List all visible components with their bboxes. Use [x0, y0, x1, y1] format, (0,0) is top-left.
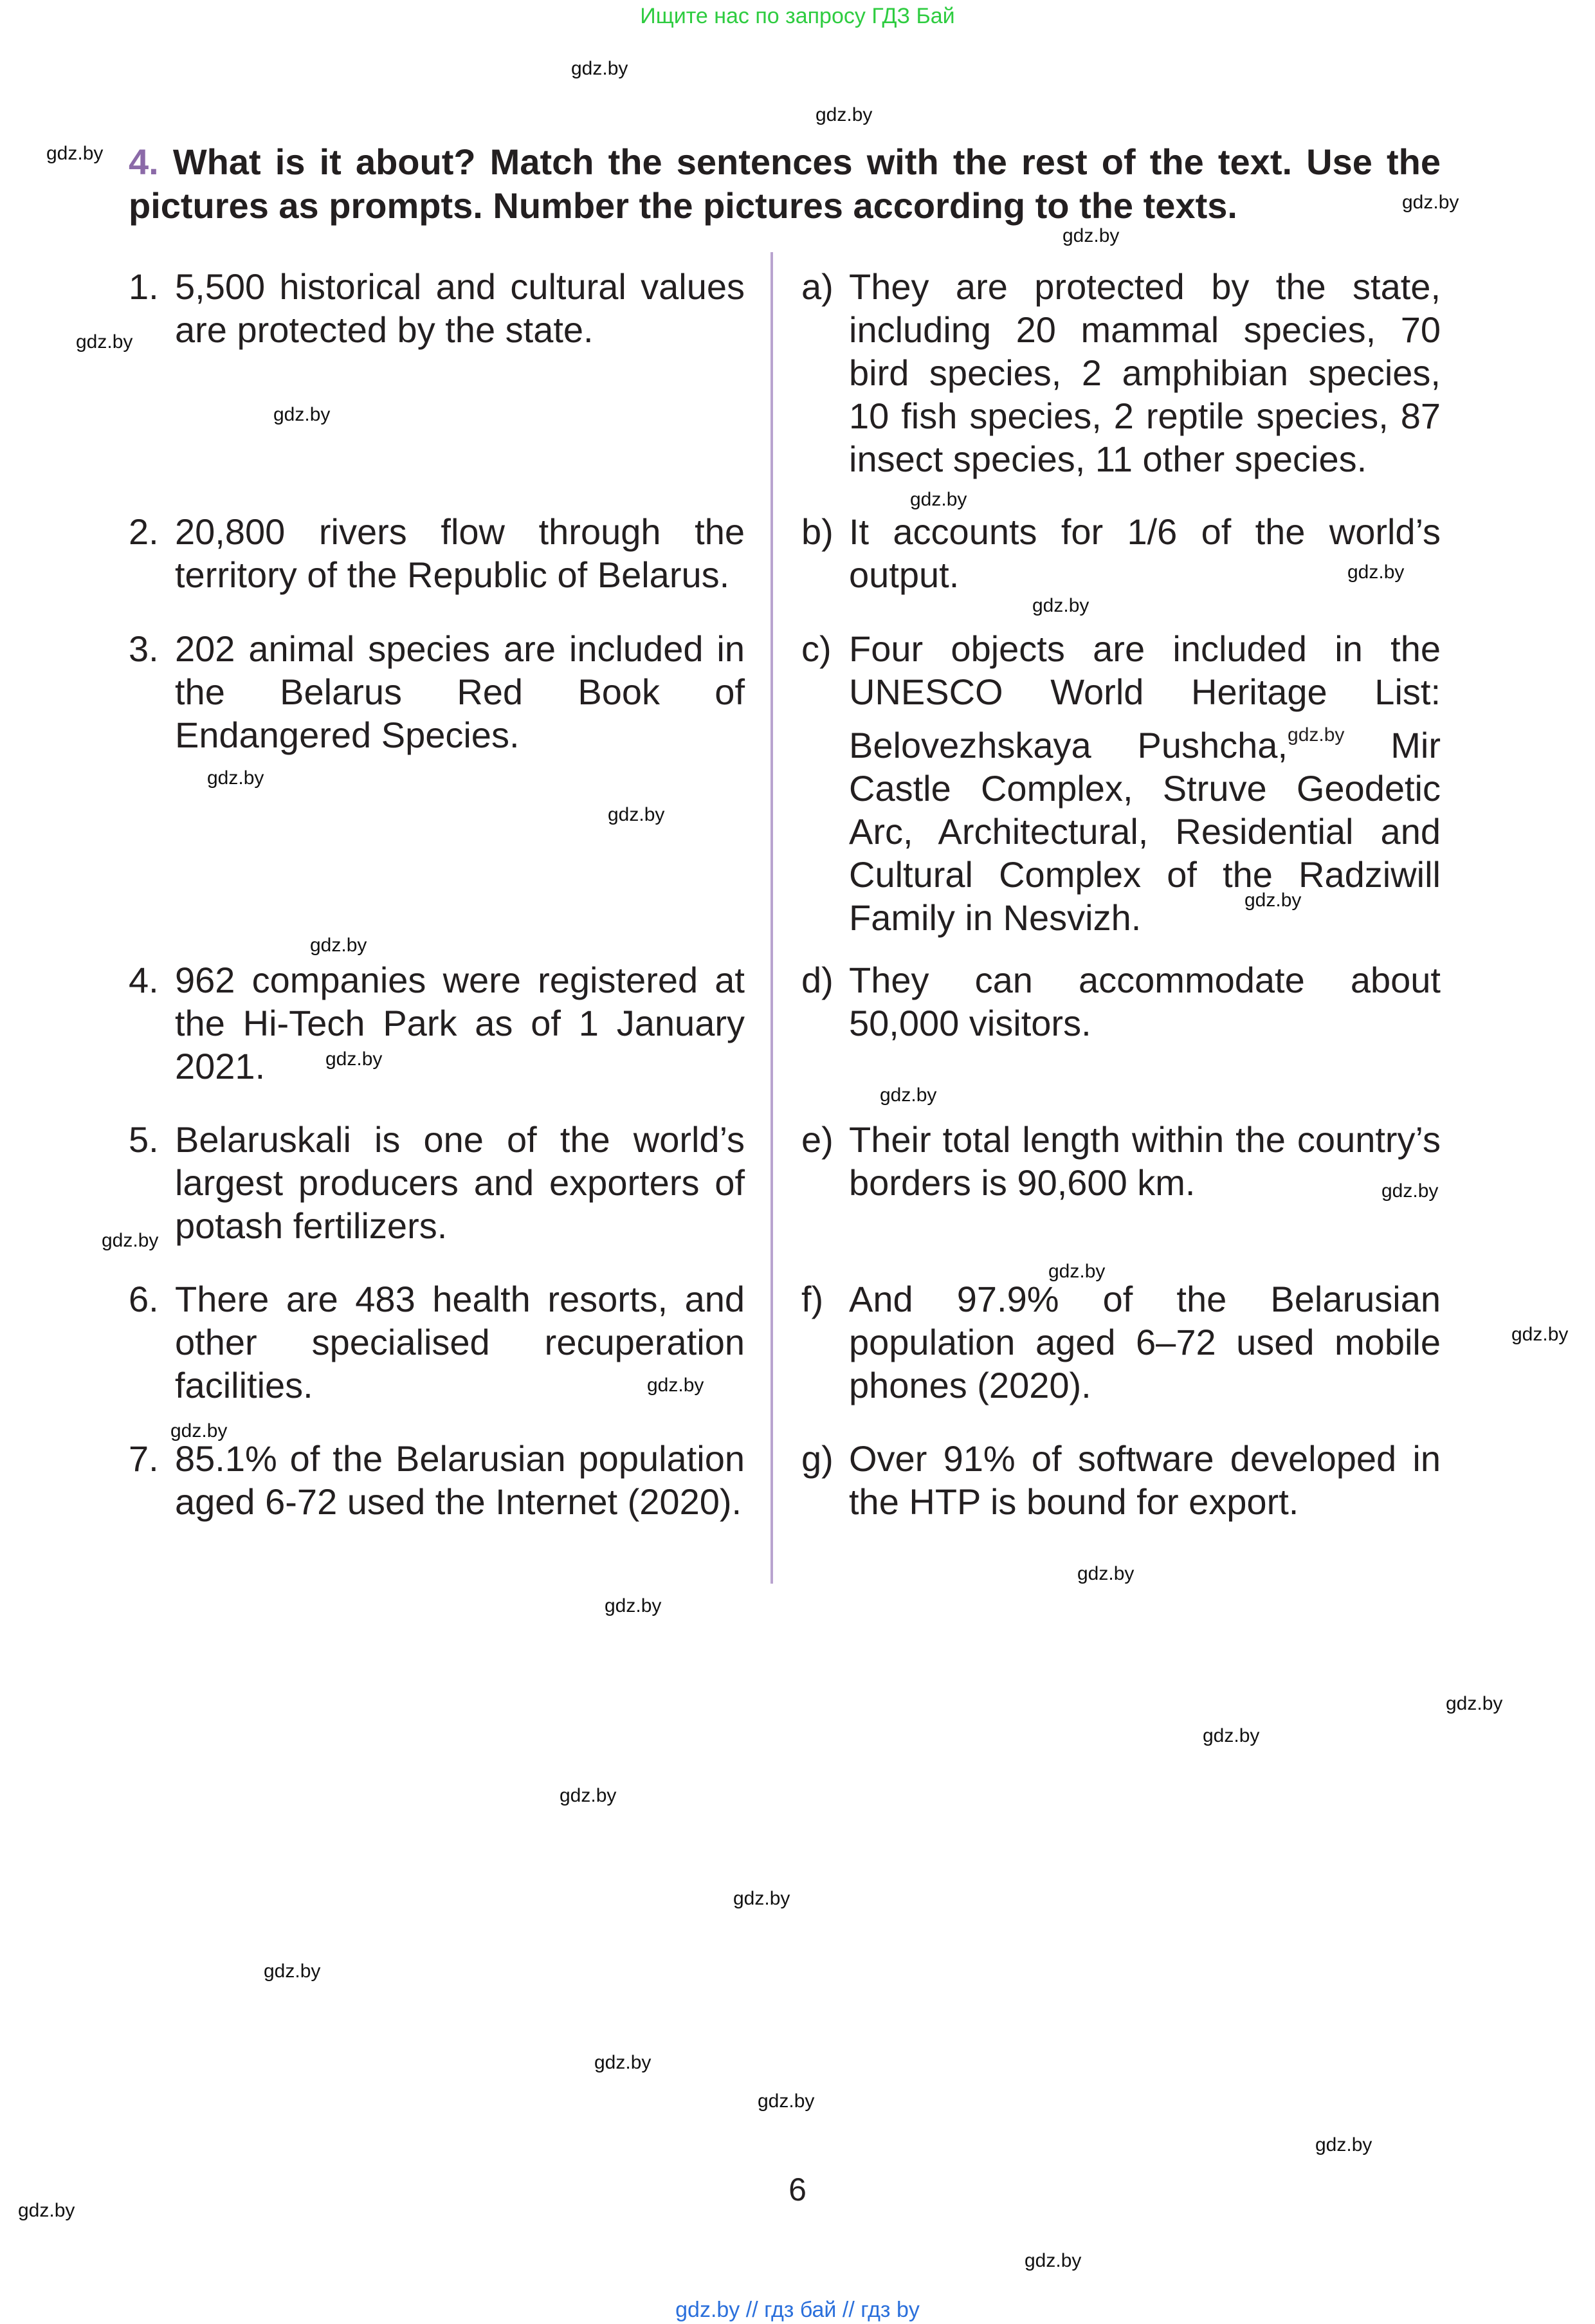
watermark: gdz.by	[758, 2091, 815, 2112]
watermark: gdz.by	[1048, 1261, 1106, 1282]
watermark: gdz.by	[608, 804, 665, 825]
left-item-1	[129, 265, 745, 351]
watermark: gdz.by	[880, 1084, 937, 1106]
top-banner: Ищите нас по запросу ГДЗ Бай	[640, 4, 955, 28]
left-item-5	[129, 1118, 745, 1247]
item-label: 6.	[129, 1279, 159, 1319]
watermark: gdz.by	[910, 489, 967, 510]
item-text: Their total length within the country’s borders is 90,600 km.	[849, 1119, 1441, 1203]
watermark: gdz.by	[1062, 225, 1120, 246]
item-label: b)	[801, 511, 834, 552]
item-text: They can accommodate about 50,000 visitors.	[849, 960, 1441, 1043]
left-item-6	[129, 1277, 745, 1407]
footer-links[interactable]: gdz.by // гдз бай // гдз by	[675, 2298, 920, 2322]
watermark: gdz.by	[647, 1375, 704, 1396]
watermark: gdz.by	[733, 1888, 790, 1909]
watermark: gdz.by	[46, 143, 104, 164]
column-divider	[770, 252, 773, 1584]
watermark: gdz.by	[1446, 1693, 1503, 1714]
item-label: a)	[801, 266, 834, 307]
task-number: 4.	[129, 142, 159, 182]
watermark: gdz.by	[571, 58, 628, 79]
task-heading	[129, 140, 1441, 228]
watermark: gdz.by	[1032, 595, 1089, 616]
task-instruction: What is it about? Match the sentences with the rest of the text. Use the pictures as prompts. Number the pictures according to the texts.	[129, 142, 1441, 226]
right-item-f	[801, 1277, 1441, 1407]
watermark: gdz.by	[1347, 562, 1405, 583]
item-text	[849, 627, 1441, 939]
item-text-part: Four objects are included in the UNESCO World Heritage List: Belovezhskaya Pushcha,	[849, 628, 1441, 765]
item-label: c)	[801, 628, 832, 669]
item-label: d)	[801, 960, 834, 1000]
watermark: gdz.by	[18, 2200, 75, 2221]
right-item-e	[801, 1118, 1441, 1204]
page-number: 6	[788, 2172, 807, 2208]
watermark: gdz.by	[1244, 890, 1302, 911]
watermark: gdz.by	[273, 404, 331, 425]
watermark: gdz.by	[170, 1420, 228, 1441]
item-label: 5.	[129, 1119, 159, 1160]
watermark: gdz.by	[816, 104, 873, 125]
watermark: gdz.by	[1203, 1725, 1260, 1746]
item-text: Belaruskali is one of the world’s largest producers and exporters of potash fertilizers.	[175, 1119, 745, 1246]
watermark: gdz.by	[1315, 2134, 1372, 2155]
watermark: gdz.by	[560, 1785, 617, 1806]
item-label: e)	[801, 1119, 834, 1160]
watermark: gdz.by	[1077, 1563, 1135, 1584]
item-text: They are protected by the state, including 20 mammal species, 70 bird species, 2 amphibian species, 10 fish species, 2 reptile species, 87 insect species, 11 other species.	[849, 266, 1441, 479]
left-item-4	[129, 958, 745, 1088]
watermark: gdz.by	[1402, 192, 1459, 213]
right-item-d	[801, 958, 1441, 1045]
watermark: gdz.by	[76, 331, 133, 352]
item-text: And 97.9% of the Belarusian population aged 6–72 used mobile phones (2020).	[849, 1279, 1441, 1405]
watermark: gdz.by	[594, 2052, 652, 2073]
item-text-part: Mir Castle Complex, Struve Geodetic Arc, Architectural, Residential and Cultural Complex of the Radziwill Family in Nesvizh.	[849, 725, 1441, 938]
item-label: 3.	[129, 628, 159, 669]
right-item-a	[801, 265, 1441, 480]
item-text: 5,500 historical and cultural values are protected by the state.	[175, 266, 745, 350]
item-text: 962 companies were registered at the Hi-Tech Park as of 1 January 2021.	[175, 960, 745, 1086]
watermark: gdz.by	[325, 1048, 383, 1070]
watermark: gdz.by	[1288, 724, 1345, 746]
item-text: 20,800 rivers flow through the territory of the Republic of Belarus.	[175, 511, 745, 595]
item-label: g)	[801, 1438, 834, 1479]
watermark: gdz.by	[1025, 2250, 1082, 2271]
item-text: 202 animal species are included in the Belarus Red Book of Endangered Species.	[175, 628, 745, 755]
item-text: There are 483 health resorts, and other specialised recuperation facilities.	[175, 1279, 745, 1405]
item-text: Over 91% of software developed in the HTP is bound for export.	[849, 1438, 1441, 1522]
watermark: gdz.by	[207, 767, 264, 789]
item-text: 85.1% of the Belarusian population aged 6-72 used the Internet (2020).	[175, 1438, 745, 1522]
item-label: f)	[801, 1279, 824, 1319]
right-item-g	[801, 1437, 1441, 1523]
watermark: gdz.by	[102, 1230, 159, 1251]
right-item-b	[801, 510, 1441, 596]
watermark: gdz.by	[310, 935, 367, 956]
left-item-7	[129, 1437, 745, 1523]
watermark: gdz.by	[264, 1961, 321, 1982]
right-item-c	[801, 627, 1441, 939]
item-label: 1.	[129, 266, 159, 307]
item-label: 2.	[129, 511, 159, 552]
watermark: gdz.by	[605, 1595, 662, 1616]
item-label: 7.	[129, 1438, 159, 1479]
left-item-2	[129, 510, 745, 596]
item-label: 4.	[129, 960, 159, 1000]
item-text: It accounts for 1/6 of the world’s output.	[849, 511, 1441, 595]
watermark: gdz.by	[1511, 1324, 1569, 1345]
watermark: gdz.by	[1381, 1180, 1439, 1202]
left-item-3	[129, 627, 745, 756]
